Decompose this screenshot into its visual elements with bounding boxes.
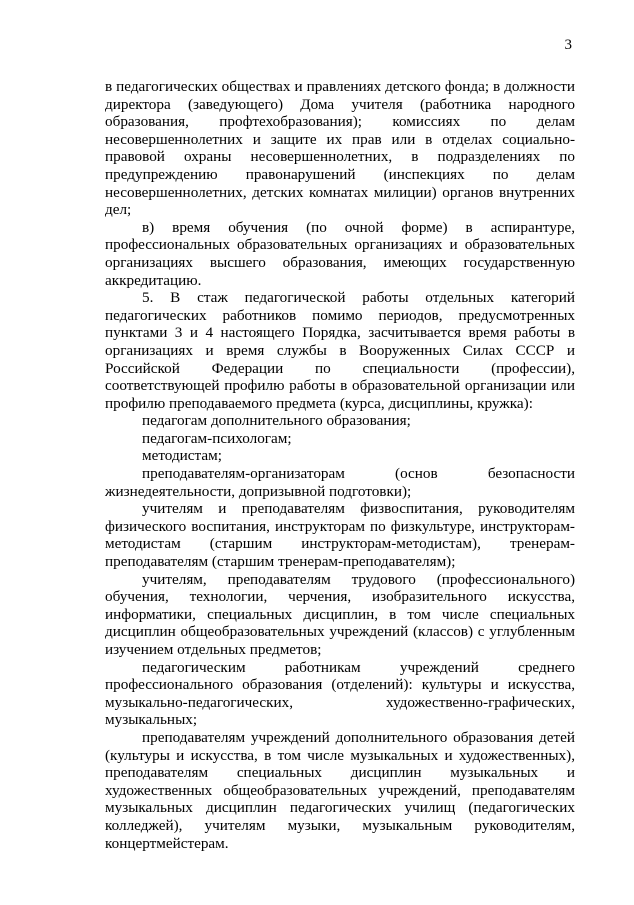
- paragraph-section-5: 5. В стаж педагогической работы отдельных категорий педагогических работников помимо периодов, предусмотренных пунктами 3 и 4 настоящего Порядка, засчитывается время работы в организациях и время службы в Вооруженных Силах СССР и Российской Федерации по специальности (профессии), соответствующей профилю работы в образовательной организации или профилю преподаваемого предмета (курса, дисциплины, кружка):: [105, 289, 575, 412]
- list-item: методистам;: [142, 447, 222, 465]
- page-number: 3: [564, 37, 572, 53]
- list-item: учителям, преподавателям трудового (профессионального) обучения, технологии, черчения, изобразительного искусства, информатики, специальных дисциплин, в том числе специальных дисциплин общеобразовательных учреждений (классов) с углубленным изучением отдельных предметов;: [105, 570, 575, 658]
- document-body: [105, 78, 575, 852]
- list-item: педагогическим работникам учреждений среднего профессионального образования (отделений): культуры и искусства, музыкально-педагогических, художественно-графических, музыкальных;: [105, 658, 575, 729]
- list-item: учителям и преподавателям физвоспитания, руководителям физического воспитания, инструкторам по физкультуре, инструкторам-методистам (старшим инструкторам-методистам), тренерам-преподавателям (старшим тренерам-преподавателям);: [105, 500, 575, 571]
- list-item: преподавателям учреждений дополнительного образования детей (культуры и искусства, в том числе музыкальных и художественных), преподавателям специальных дисциплин музыкальных и художественных общеобразовательных учреждений, преподавателям музыкальных дисциплин педагогических училищ (педагогических колледжей), учителям музыки, музыкальным руководителям, концертмейстерам.: [105, 728, 575, 852]
- list-item: преподавателям-организаторам (основ безопасности жизнедеятельности, допризывной подготовки);: [105, 465, 575, 500]
- list-item: педагогам-психологам;: [142, 429, 292, 447]
- list-item: педагогам дополнительного образования;: [142, 412, 411, 430]
- paragraph-continuation: в педагогических обществах и правлениях детского фонда; в должности директора (заведующего) Дома учителя (работника народного образования, профтехобразования); комиссиях по делам несовершеннолетних и защите их прав или в отделах социально-правовой охраны несовершеннолетних, в подразделениях по предупреждению правонарушений (инспекциях по делам несовершеннолетних, детских комнатах милиции) органов внутренних дел;: [105, 78, 575, 219]
- paragraph-item-v: в) время обучения (по очной форме) в аспирантуре, профессиональных образовательных организациях и образовательных организациях высшего образования, имеющих государственную аккредитацию.: [105, 218, 575, 289]
